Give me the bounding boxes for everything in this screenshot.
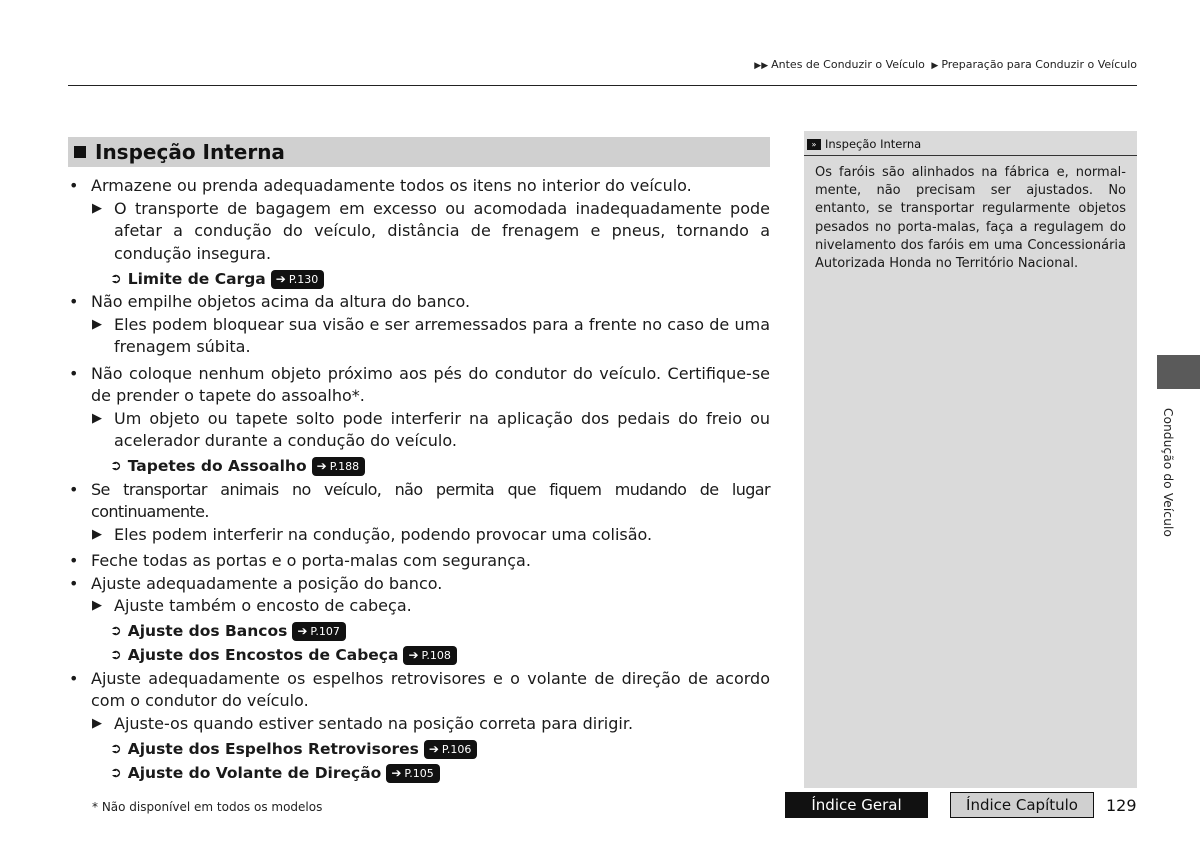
- page-link-label: P.108: [421, 649, 451, 662]
- triangle-icon: ▶: [92, 410, 102, 426]
- sub-item: [68, 314, 770, 359]
- reference-arrow-icon: ➲: [110, 740, 122, 757]
- cross-reference[interactable]: [68, 620, 770, 644]
- reference-arrow-icon: ➲: [110, 764, 122, 781]
- section-title: Inspeção Interna: [95, 140, 285, 164]
- cross-reference[interactable]: [68, 455, 770, 479]
- sub-item-text: O transporte de bagagem em excesso ou acomodada inadequadamente pode afetar a condução do veículo, distância de frenagem e pneus, tornando a condução insegura.: [114, 198, 770, 263]
- sub-item-text: Ajuste também o encosto de cabeça.: [114, 596, 412, 615]
- sub-item-text: Eles podem bloquear sua visão e ser arremessados para a frente no caso de uma frenagem súbita.: [114, 314, 770, 356]
- reference-label[interactable]: Ajuste dos Espelhos Retrovisores: [127, 739, 419, 758]
- cross-reference[interactable]: [68, 737, 770, 761]
- page-link-button[interactable]: [386, 764, 439, 783]
- sidebar-text: Os faróis são alinhados na fábrica e, normalmente, não precisam ser ajustados. No entanto, se transportar regularmente objetos pesados no porta-malas, faça a regulagem do nivelamento dos faróis em uma Concessionária Autorizada Honda no Território Nacional.: [815, 165, 1126, 272]
- chapter-tab-marker[interactable]: [1157, 355, 1200, 389]
- sidebar-note: [804, 131, 1137, 788]
- double-triangle-icon: ▶▶: [754, 61, 769, 71]
- cross-reference[interactable]: [68, 644, 770, 668]
- list-item: • Feche todas as portas e o porta-malas com segurança.: [68, 550, 770, 573]
- chapter-index-button[interactable]: Índice Capítulo: [950, 792, 1094, 818]
- reference-label[interactable]: Ajuste dos Bancos: [127, 622, 288, 641]
- arrow-right-icon: ➔: [316, 459, 327, 473]
- reference-label[interactable]: Limite de Carga: [127, 269, 266, 288]
- page-link-label: P.106: [441, 742, 472, 756]
- chapter-tab-label: Condução do Veículo: [1161, 408, 1175, 538]
- sub-item: [68, 524, 770, 547]
- square-bullet-icon: [74, 146, 86, 158]
- sub-item-text: Um objeto ou tapete solto pode interferir na aplicação dos pedais do freio ou acelerador durante a condução do veículo.: [114, 408, 770, 450]
- reference-arrow-icon: ➲: [110, 623, 122, 640]
- triangle-icon: ▶: [931, 61, 939, 71]
- section-heading: [68, 137, 770, 167]
- list-item: • Não empilhe objetos acima da altura do banco.: [68, 291, 770, 314]
- sub-item-text: Eles podem interferir na condução, podendo provocar uma colisão.: [114, 524, 653, 544]
- triangle-icon: ▶: [92, 200, 102, 216]
- sub-item: [68, 408, 770, 453]
- breadcrumb-item[interactable]: Preparação para Conduzir o Veículo: [941, 58, 1137, 71]
- reference-label[interactable]: Ajuste dos Encostos de Cabeça: [127, 646, 399, 665]
- reference-label[interactable]: Tapetes do Assoalho: [127, 457, 307, 476]
- arrow-right-icon: ➔: [275, 271, 286, 286]
- list-item: • Ajuste adequadamente os espelhos retrovisores e o volante de direção de acordo com o condutor do veículo.: [68, 668, 770, 713]
- triangle-icon: ▶: [92, 715, 102, 731]
- reference-arrow-icon: ➲: [110, 458, 122, 475]
- general-index-button[interactable]: Índice Geral: [785, 792, 928, 818]
- sub-item: [68, 595, 770, 618]
- triangle-icon: ▶: [92, 316, 102, 332]
- page-link-button[interactable]: [312, 457, 365, 476]
- page-link-button[interactable]: [271, 270, 324, 289]
- breadcrumb: [751, 58, 1137, 71]
- arrow-right-icon: ➔: [408, 648, 419, 662]
- arrow-right-icon: ➔: [428, 741, 439, 756]
- reference-arrow-icon: ➲: [110, 647, 122, 664]
- sub-item: [68, 198, 770, 266]
- triangle-icon: ▶: [92, 598, 102, 613]
- header-divider: [68, 85, 1137, 86]
- page-link-label: P.188: [329, 460, 360, 473]
- list-item: • Não coloque nenhum objeto próximo aos pés do condutor do veículo. Certifique-se de prender o tapete do assoalho*.: [68, 363, 770, 408]
- breadcrumb-item[interactable]: Antes de Conduzir o Veículo: [771, 58, 925, 71]
- arrow-right-icon: ➔: [297, 624, 308, 638]
- reference-arrow-icon: ➲: [110, 270, 122, 287]
- sidebar-title: Inspeção Interna: [825, 137, 922, 151]
- page-link-button[interactable]: [292, 622, 345, 641]
- page-number: 129: [1106, 796, 1137, 815]
- triangle-icon: ▶: [92, 526, 102, 542]
- cross-reference[interactable]: [68, 761, 770, 785]
- sub-item: [68, 713, 770, 736]
- footnote: * Não disponível em todos os modelos: [92, 800, 323, 814]
- cross-reference[interactable]: [68, 267, 770, 291]
- sidebar-heading: [804, 131, 1137, 156]
- page-link-label: P.105: [404, 766, 434, 780]
- main-content: [68, 137, 770, 785]
- reference-label[interactable]: Ajuste do Volante de Direção: [127, 763, 382, 782]
- double-chevron-icon: »: [807, 139, 821, 150]
- list-item: • Se transportar animais no veículo, não permita que fiquem mudando de lugar continuamente.: [68, 479, 770, 524]
- sub-item-text: Ajuste-os quando estiver sentado na posição correta para dirigir.: [114, 713, 634, 733]
- page-link-label: P.107: [310, 625, 340, 638]
- page-link-button[interactable]: [424, 740, 477, 759]
- arrow-right-icon: ➔: [391, 765, 402, 780]
- list-item: • Ajuste adequadamente a posição do banco.: [68, 573, 770, 596]
- page-link-button[interactable]: [403, 646, 456, 665]
- page-link-label: P.130: [288, 272, 319, 286]
- list-item: • Armazene ou prenda adequadamente todos os itens no interior do veículo.: [68, 175, 770, 198]
